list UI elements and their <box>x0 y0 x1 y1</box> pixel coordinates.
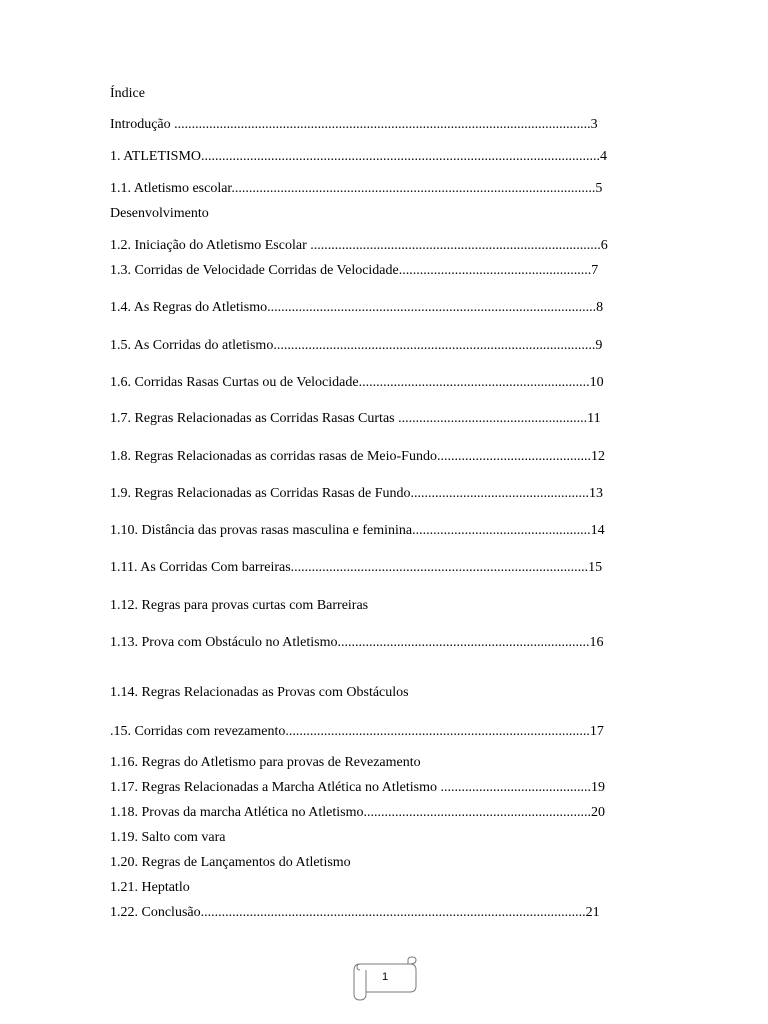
toc-entry-15: .15. Corridas com revezamento.......................................................................................17 <box>110 724 604 739</box>
toc-entry-1-22: 1.22. Conclusão..............................................................................................................21 <box>110 905 600 920</box>
toc-entry-1-21: 1.21. Heptatlo <box>110 880 190 895</box>
toc-entry-1-9: 1.9. Regras Relacionadas as Corridas Rasas de Fundo...................................................13 <box>110 486 604 501</box>
toc-title: Índice <box>110 86 145 101</box>
toc-entry-1-6: 1.6. Corridas Rasas Curtas ou de Velocidade..................................................................10 <box>110 375 604 390</box>
toc-entry-1-17: 1.17. Regras Relacionadas a Marcha Atlética no Atletismo ...........................................19 <box>110 780 605 795</box>
page-number-scroll <box>348 956 420 1002</box>
toc-entry-1-20: 1.20. Regras de Lançamentos do Atletismo <box>110 855 351 870</box>
toc-entry-1-14: 1.14. Regras Relacionadas as Provas com Obstáculos <box>110 685 409 700</box>
toc-entry-1-10: 1.10. Distância das provas rasas masculina e feminina...................................................14 <box>110 523 605 538</box>
toc-entry-1: 1. ATLETISMO..................................................................................................................4 <box>110 149 607 164</box>
toc-entry-desenvolvimento: Desenvolvimento <box>110 206 209 221</box>
toc-entry-1-18: 1.18. Provas da marcha Atlética no Atletismo.................................................................20 <box>110 805 606 820</box>
toc-entry-1-1: 1.1. Atletismo escolar........................................................................................................5 <box>110 181 603 196</box>
toc-entry-1-16: 1.16. Regras do Atletismo para provas de Revezamento <box>110 755 421 770</box>
toc-entry-1-11: 1.11. As Corridas Com barreiras.....................................................................................15 <box>110 560 603 575</box>
toc-entry-1-3: 1.3. Corridas de Velocidade Corridas de Velocidade.......................................................7 <box>110 263 599 278</box>
toc-entry-1-5: 1.5. As Corridas do atletismo............................................................................................9 <box>110 338 603 353</box>
toc-entry-1-19: 1.19. Salto com vara <box>110 830 226 845</box>
page-number: 1 <box>381 971 389 983</box>
toc-entry-introducao: Introdução .......................................................................................................................3 <box>110 117 598 132</box>
toc-entry-1-7: 1.7. Regras Relacionadas as Corridas Rasas Curtas ......................................................11 <box>110 411 601 426</box>
toc-entry-1-8: 1.8. Regras Relacionadas as corridas rasas de Meio-Fundo............................................12 <box>110 449 605 464</box>
toc-entry-1-2: 1.2. Iniciação do Atletismo Escolar ...................................................................................6 <box>110 238 608 253</box>
toc-entry-1-4: 1.4. As Regras do Atletismo..............................................................................................8 <box>110 300 604 315</box>
toc-entry-1-13: 1.13. Prova com Obstáculo no Atletismo........................................................................16 <box>110 635 604 650</box>
toc-entry-1-12: 1.12. Regras para provas curtas com Barreiras <box>110 598 369 613</box>
